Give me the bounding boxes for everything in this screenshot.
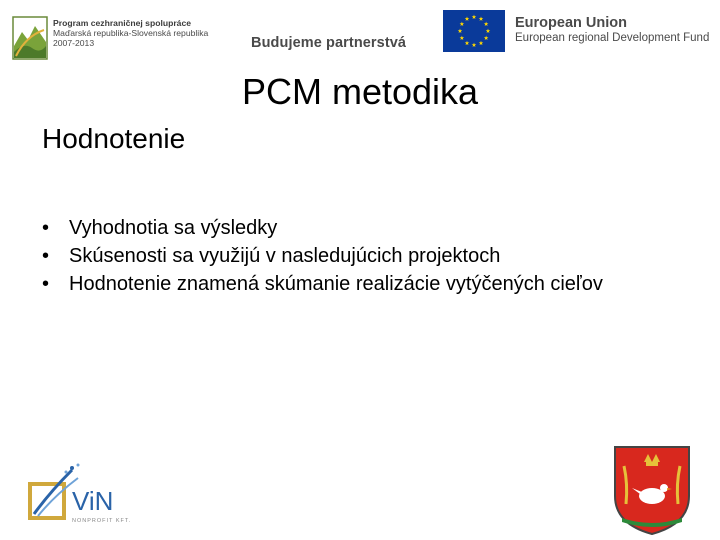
program-logo-text xyxy=(53,18,208,48)
slide-subtitle: Hodnotenie xyxy=(42,123,186,154)
coat-of-arms-icon xyxy=(612,444,692,536)
eu-text xyxy=(515,15,709,44)
eu-subtitle: European regional Development Fund xyxy=(515,32,710,44)
eu-title: European Union xyxy=(515,15,627,31)
bullet-marker: • xyxy=(42,273,50,295)
bullet-text: Skúsenosti sa využijú v nasledujúcich projektoch xyxy=(69,245,501,267)
program-logo-line-1: Program cezhraničnej spolupráce xyxy=(53,18,192,28)
bullet-text: Hodnotenie znamená skúmanie realizácie vytýčených cieľov xyxy=(69,273,603,295)
vin-logo-tagline: NONPROFIT KFT. xyxy=(72,518,132,524)
slide-title: PCM metodika xyxy=(241,71,479,112)
program-logo xyxy=(12,14,227,64)
bullet-item xyxy=(42,270,682,298)
bullet-text: Vyhodnotia sa výsledky xyxy=(69,217,278,239)
vin-logo-text: ViN xyxy=(72,486,114,516)
eu-flag-icon xyxy=(443,10,505,52)
bullet-list xyxy=(42,214,682,298)
vin-logo-icon xyxy=(28,462,146,528)
slogan: Budujeme partnerstvá xyxy=(251,35,407,51)
bullet-item xyxy=(42,242,682,270)
bullet-marker: • xyxy=(42,217,50,239)
program-logo-line-2: Maďarská republika-Slovenská republika xyxy=(53,28,209,38)
program-mountains-icon xyxy=(12,16,48,60)
bullet-item xyxy=(42,214,682,242)
bullet-marker: • xyxy=(42,245,50,267)
program-logo-line-3: 2007-2013 xyxy=(53,38,95,48)
